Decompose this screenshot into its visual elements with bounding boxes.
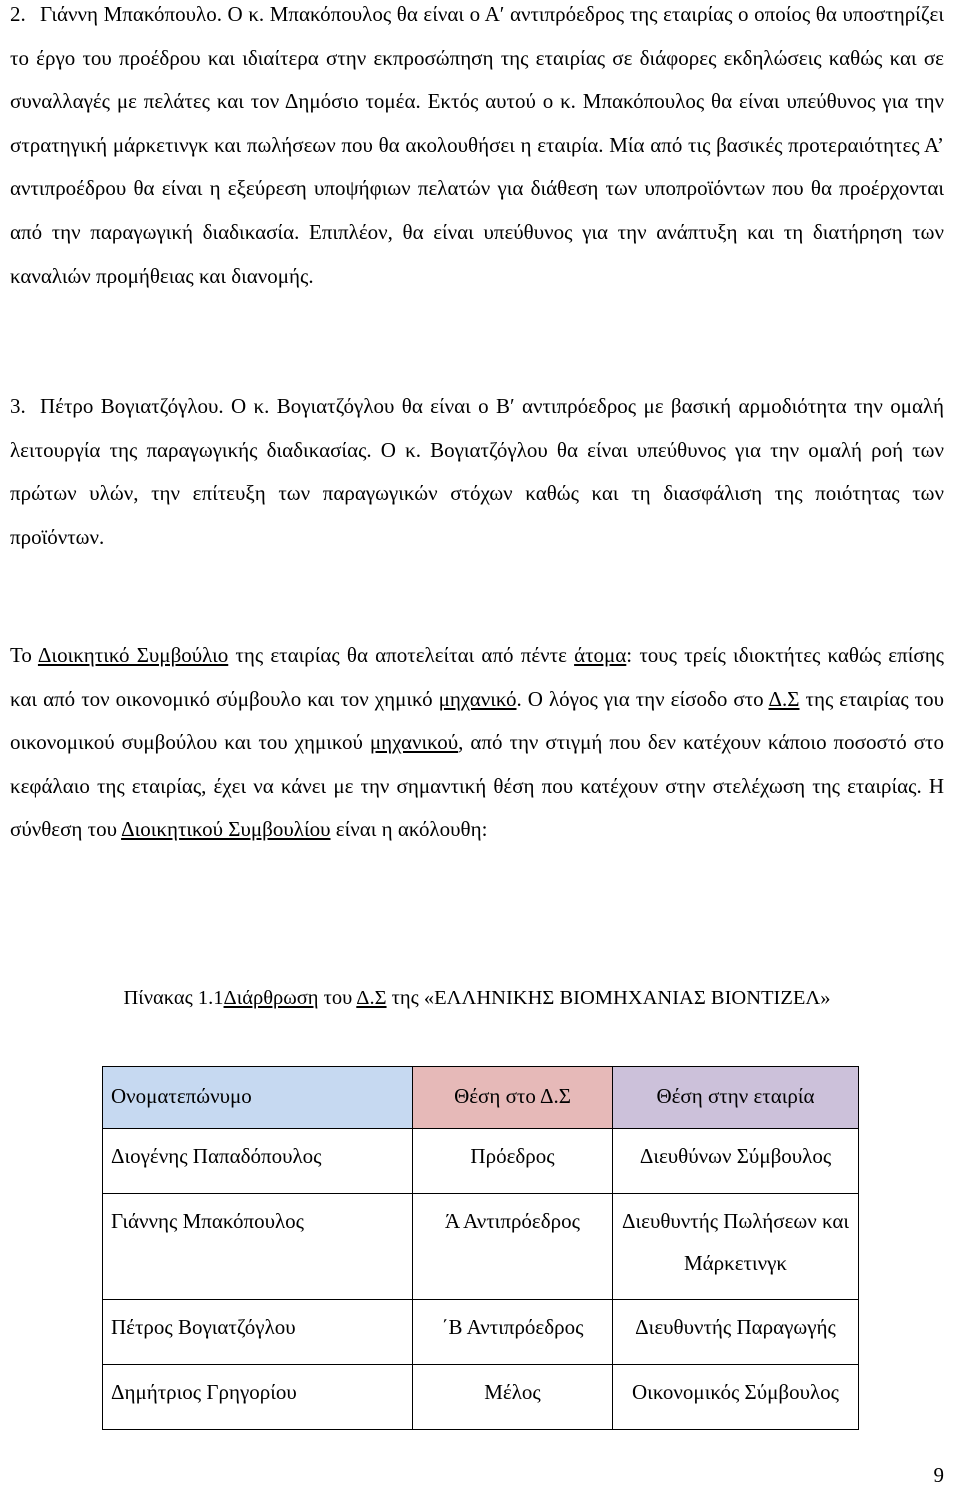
list-number: 3.: [10, 394, 26, 418]
cell-company-position: Διευθύνων Σύμβουλος: [613, 1129, 859, 1194]
text-segment: : τους τρείς ιδιοκτήτες καθώς επίσης και από τον οικονομικό σύμβουλο και τον χημικό: [10, 643, 944, 711]
table-caption: [10, 983, 944, 1013]
cell-name: Πέτρος Βογιατζόγλου: [103, 1300, 413, 1365]
table-row: [103, 1300, 859, 1365]
underlined-term: άτομα: [574, 643, 627, 667]
cell-company-position: Οικονομικός Σύμβουλος: [613, 1365, 859, 1430]
underlined-term: Διοικητικού Συμβουλίου: [121, 817, 331, 842]
list-number: 2.: [10, 2, 26, 26]
board-composition-table: [102, 1066, 859, 1430]
cell-name: Γιάννης Μπακόπουλος: [103, 1194, 413, 1300]
cell-name: Διογένης Παπαδόπουλος: [103, 1129, 413, 1194]
header-company-position: Θέση στην εταιρία: [613, 1067, 859, 1129]
underlined-term: Διάρθρωση: [223, 987, 319, 1009]
underlined-term: μηχανικού: [369, 730, 459, 755]
underlined-term: Δ.Σ: [768, 686, 800, 711]
page-number: 9: [933, 1463, 944, 1487]
table-header-row: [103, 1067, 859, 1129]
text-segment: . Ο λόγος για την είσοδο στο: [516, 686, 769, 711]
caption-segment: του: [318, 987, 357, 1009]
cell-company-position: Διευθυντής Παραγωγής: [613, 1300, 859, 1365]
table-row: [103, 1129, 859, 1194]
text-segment: Το: [10, 643, 38, 667]
text-segment: της εταιρίας του οικονομικού συμβούλου και του χημικού: [10, 686, 945, 755]
list-item-text: Γιάννη Μπακόπουλο. Ο κ. Μπακόπουλος θα είναι ο Α′ αντιπρόεδρος της εταιρίας ο οποίος θα υποστηρίζει το έργο του προέδρου και ιδιαίτερα στην εκπροσώπηση της εταιρίας σε διάφορες εκδηλώσεις καθώς και σε συναλλαγές με πελάτες και τον Δημόσιο τομέα. Εκτός αυτού ο κ. Μπακόπουλος θα είναι υπεύθυνος για την στρατηγική μάρκετινγκ και πωλήσεων που θα ακολουθήσει η εταιρία. Μία από τις βασικές προτεραιότητες Α’ αντιπροέδρου θα είναι η εξεύρεση υποψήφιων πελατών για διάθεση των υποπροϊόντων που θα προέρχονται από την παραγωγική διαδικασία. Επιπλέον, θα είναι υπεύθυνος για την ανάπτυξη και τη διατήρηση των καναλιών προμήθειας και διανομής.: [10, 2, 944, 288]
underlined-term: Διοικητικό Συμβούλιο: [37, 643, 229, 667]
table-row: [103, 1365, 859, 1430]
cell-board-position: Ά Αντιπρόεδρος: [413, 1194, 613, 1300]
list-item-3: [10, 385, 944, 559]
underlined-term: μηχανικό: [438, 686, 517, 711]
list-item-2: [10, 0, 944, 298]
caption-segment: της «ΕΛΛΗΝΙΚΗΣ ΒΙΟΜΗΧΑΝΙΑΣ ΒΙΟΝΤΙΖΕΛ»: [386, 987, 831, 1009]
text-segment: είναι η ακόλουθη:: [330, 817, 488, 842]
cell-name: Δημήτριος Γρηγορίου: [103, 1365, 413, 1430]
cell-board-position: Μέλος: [413, 1365, 613, 1430]
header-board-position: Θέση στο Δ.Σ: [413, 1067, 613, 1129]
text-segment: , από την στιγμή που δεν κατέχουν κάποιο ποσοστό στο κεφάλαιο της εταιρίας, έχει να κάνει με την σημαντική θέση που κατέχουν στην στελέχωση της εταιρίας. Η σύνθεση του: [10, 730, 944, 842]
cell-company-position: Διευθυντής Πωλήσεων και Μάρκετινγκ: [613, 1194, 859, 1300]
header-name: Ονοματεπώνυμο: [103, 1067, 413, 1129]
board-paragraph: [10, 634, 944, 852]
cell-board-position: ΄Β Αντιπρόεδρος: [413, 1300, 613, 1365]
list-item-text: Πέτρο Βογιατζόγλου. Ο κ. Βογιατζόγλου θα είναι ο Β′ αντιπρόεδρος με βασική αρμοδιότητα την ομαλή λειτουργία της παραγωγικής διαδικασίας. Ο κ. Βογιατζόγλου θα είναι υπεύθυνος για την ομαλή ροή των πρώτων υλών, την επίτευξη των παραγωγικών στόχων καθώς και τη διασφάλιση της ποιότητας των προϊόντων.: [10, 394, 944, 549]
underlined-term: Δ.Σ: [356, 987, 387, 1009]
cell-board-position: Πρόεδρος: [413, 1129, 613, 1194]
caption-segment: Πίνακας 1.1: [123, 987, 224, 1009]
table-row: [103, 1194, 859, 1300]
text-segment: της εταιρίας θα αποτελείται από πέντε: [228, 643, 575, 667]
